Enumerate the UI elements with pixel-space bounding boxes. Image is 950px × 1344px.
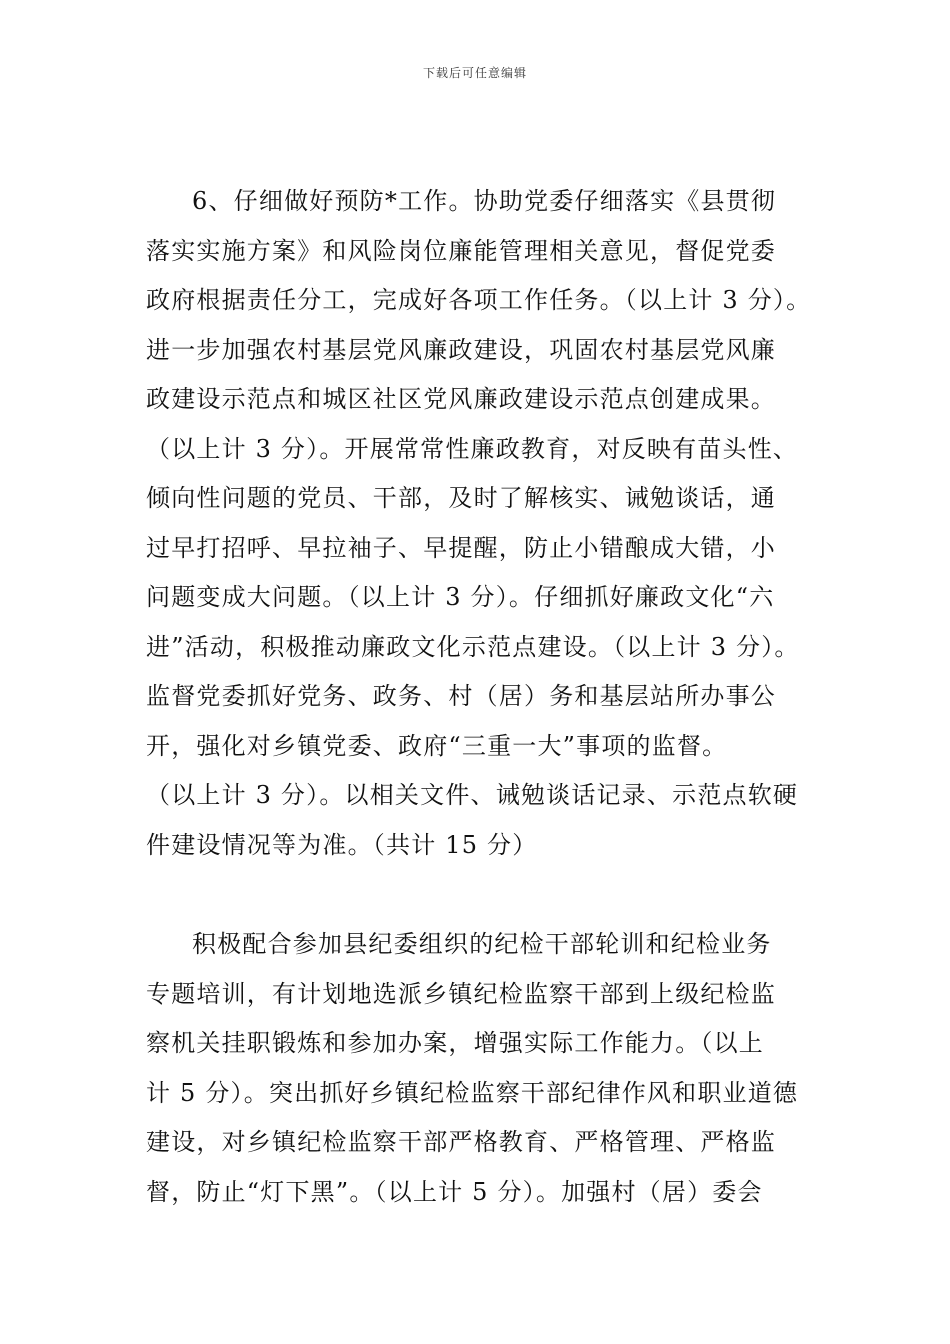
paragraph-line: 政建设示范点和城区社区党风廉政建设示范点创建成果。	[146, 385, 776, 413]
paragraph-line: 开，强化对乡镇党委、政府“三重一大”事项的监督。	[146, 731, 728, 760]
paragraph-line: 问题变成大问题。（以上计 3 分）。仔细抓好廉政文化“六	[146, 583, 775, 611]
paragraph-line: 计 5 分）。突出抓好乡镇纪检监察干部纪律作风和职业道德	[146, 1078, 799, 1107]
paragraph-line: 积极配合参加县纪委组织的纪检干部轮训和纪检业务	[192, 930, 772, 958]
paragraph-line: 监督党委抓好党务、政务、村（居）务和基层站所办事公	[146, 682, 776, 710]
paragraph-prevention-work	[146, 177, 826, 870]
paragraph-line: （以上计 3 分）。以相关文件、诫勉谈话记录、示范点软硬	[146, 781, 799, 809]
paragraph-line: 件建设情况等为准。（共计 15 分）	[146, 830, 538, 859]
header-note: 下载后可任意编辑	[422, 66, 527, 80]
paragraph-line: 6、仔细做好预防*工作。协助党委仔细落实《县贯彻	[192, 187, 777, 215]
paragraph-training	[146, 920, 826, 1217]
paragraph-line: （以上计 3 分）。开展常常性廉政教育，对反映有苗头性、	[146, 434, 799, 463]
paragraph-line: 落实实施方案》和风险岗位廉能管理相关意见，督促党委	[146, 236, 776, 265]
paragraph-line: 进”活动，积极推动廉政文化示范点建设。（以上计 3 分）。	[146, 632, 800, 661]
paragraph-line: 倾向性问题的党员、干部，及时了解核实、诫勉谈话，通	[146, 484, 776, 512]
paragraph-line: 察机关挂职锻炼和参加办案，增强实际工作能力。（以上	[146, 1029, 764, 1057]
paragraph-line: 督，防止“灯下黑”。（以上计 5 分）。加强村（居）委会	[146, 1177, 763, 1206]
paragraph-line: 进一步加强农村基层党风廉政建设，巩固农村基层党风廉	[146, 335, 776, 364]
paragraph-line: 过早打招呼、早拉袖子、早提醒，防止小错酿成大错，小	[146, 533, 776, 562]
paragraph-line: 建设，对乡镇纪检监察干部严格教育、严格管理、严格监	[146, 1128, 776, 1156]
paragraph-line: 专题培训，有计划地选派乡镇纪检监察干部到上级纪检监	[146, 979, 776, 1008]
paragraph-line: 政府根据责任分工，完成好各项工作任务。（以上计 3 分）。	[146, 286, 812, 314]
